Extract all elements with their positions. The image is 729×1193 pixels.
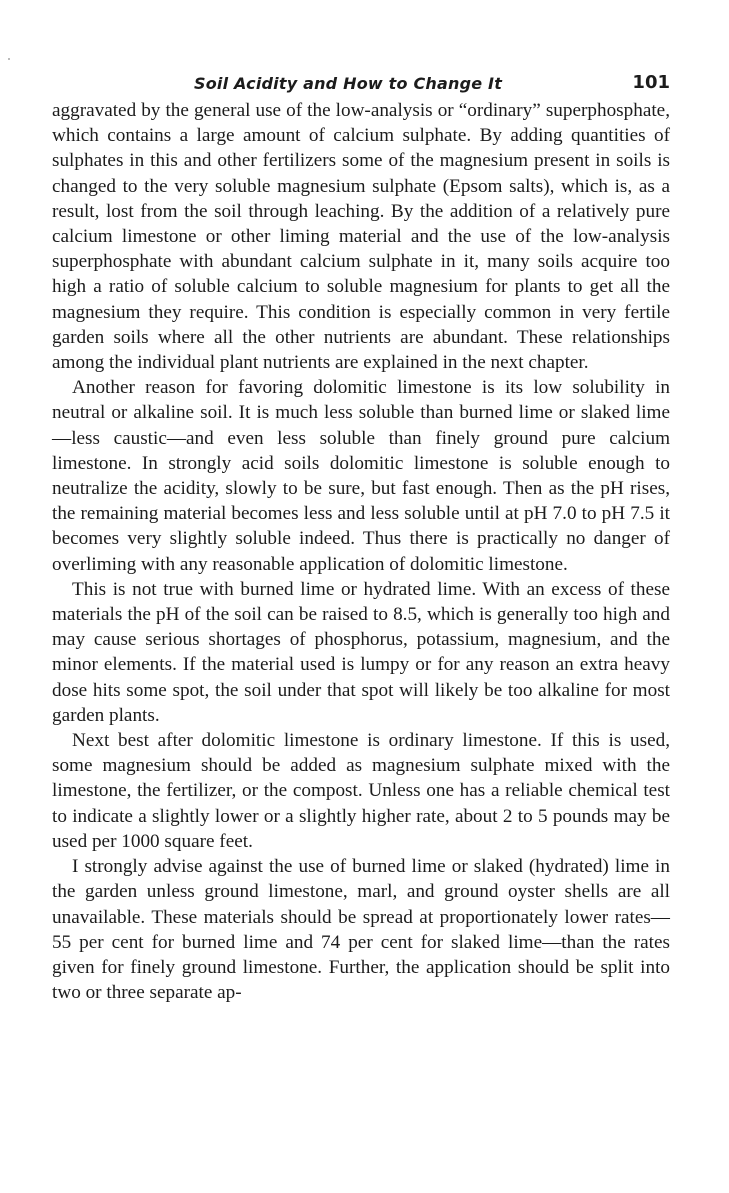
book-page <box>52 64 670 1005</box>
page-number: 101 <box>632 72 670 93</box>
paragraph-ordinary-limestone: Next best after dolomitic limestone is ordinary limestone. If this is used, some magnesium should be added as magnesium sulphate mixed with the limestone, the fertilizer, or the compost. Unless one has a reliable chemical test to indicate a slightly lower or a slightly higher rate, about 2 to 5 pounds may be used per 1000 square feet. <box>52 730 670 852</box>
body-text <box>52 98 670 1005</box>
margin-speck <box>8 58 10 60</box>
paragraph-burned-lime: This is not true with burned lime or hydrated lime. With an excess of these materials the pH of the soil can be raised to 8.5, which is generally too high and may cause serious shortages of phosphorus, potassium, magnesium, and the minor elements. If the material used is lumpy or for any reason an extra heavy dose hits some spot, the soil under that spot will likely be too alkaline for most garden plants. <box>52 578 670 726</box>
running-title: Soil Acidity and How to Change It <box>194 74 503 93</box>
paragraph-advice: I strongly advise against the use of burned lime or slaked (hydrated) lime in the garden unless ground limestone, marl, and ground oyster shells are all unavailable. These materials should be spread at proportionately lower rates—55 per cent for burned lime and 74 per cent for slaked lime—than the rates given for finely ground limestone. Further, the application should be split into two or three separate ap- <box>52 856 670 1004</box>
paragraph-dolomitic-solubility: Another reason for favoring dolomitic limestone is its low solubility in neutral or alkaline soil. It is much less soluble than burned lime or slaked lime—less caustic—and even less soluble than finely ground pure calcium limestone. In strongly acid soils dolomitic limestone is soluble enough to neutralize the acidity, slowly to be sure, but fast enough. Then as the pH rises, the remaining material becomes less and less soluble until at pH 7.0 to pH 7.5 it becomes very slightly soluble indeed. Thus there is practically no danger of overliming with any reasonable application of dolomitic limestone. <box>52 377 670 575</box>
paragraph-continued: aggravated by the general use of the low-analysis or “ordinary” superphosphate, which contains a large amount of calcium sulphate. By adding quantities of sulphates in this and other fertilizers some of the magnesium present in soils is changed to the very soluble magnesium sulphate (Epsom salts), which is, as a result, lost from the soil through leaching. By the addition of a relatively pure calcium limestone or other liming material and the use of the low-analysis superphosphate with abundant calcium sulphate in it, many soils acquire too high a ratio of soluble calcium to soluble magnesium for plants to get all the magnesium they require. This condition is especially common in very fertile garden soils where all the other nutrients are abundant. These relationships among the individual plant nutrients are explained in the next chapter. <box>52 100 670 374</box>
running-head <box>52 64 670 98</box>
